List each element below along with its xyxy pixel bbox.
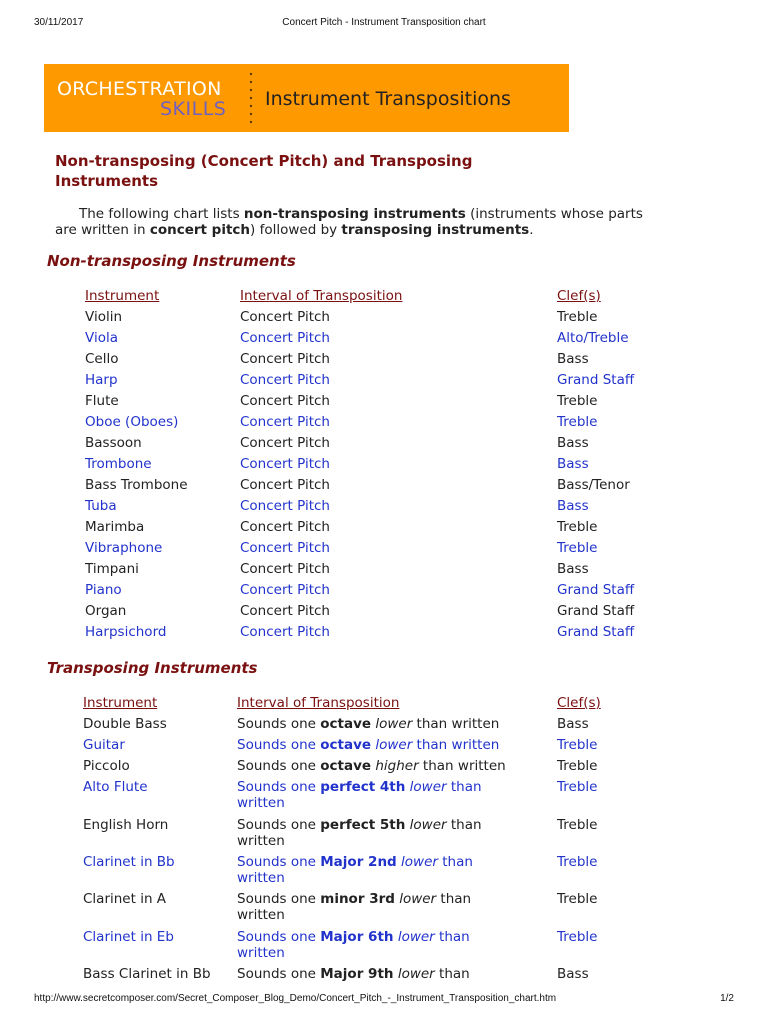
interval-suffix: than written — [237, 891, 472, 923]
cell-interval — [237, 854, 507, 886]
cell-instrument: Guitar — [83, 737, 125, 753]
cell-clef: Bass/Tenor — [557, 477, 630, 493]
cell-interval: Concert Pitch — [240, 372, 330, 388]
interval-amount: Major 6th — [320, 929, 394, 945]
cell-clef: Treble — [557, 414, 598, 430]
cell-instrument: Organ — [85, 603, 127, 619]
cell-interval: Concert Pitch — [240, 309, 330, 325]
cell-interval: Concert Pitch — [240, 456, 330, 472]
cell-interval: Concert Pitch — [240, 540, 330, 556]
interval-amount: minor 3rd — [320, 891, 395, 907]
col-header-clefs: Clef(s) — [557, 695, 601, 711]
cell-interval: Concert Pitch — [240, 603, 330, 619]
interval-prefix: Sounds one — [237, 929, 321, 945]
cell-clef: Alto/Treble — [557, 330, 629, 346]
intro-text: ) followed by — [250, 222, 342, 238]
cell-instrument: Trombone — [85, 456, 152, 472]
print-url: http://www.secretcomposer.com/Secret_Composer_Blog_Demo/Concert_Pitch_-_Instrument_Transposition_chart.htm — [34, 993, 557, 1004]
col-header-interval: Interval of Transposition — [240, 288, 403, 304]
cell-interval — [237, 716, 537, 732]
cell-instrument: Alto Flute — [83, 779, 148, 795]
cell-clef: Treble — [557, 540, 598, 556]
cell-clef: Bass — [557, 561, 589, 577]
cell-instrument: Piccolo — [83, 758, 130, 774]
cell-instrument: Flute — [85, 393, 119, 409]
interval-prefix: Sounds one — [237, 758, 321, 774]
interval-suffix: than written — [418, 758, 506, 774]
cell-clef: Bass — [557, 966, 589, 982]
interval-prefix: Sounds one — [237, 716, 321, 732]
cell-instrument: Marimba — [85, 519, 145, 535]
cell-clef: Treble — [557, 758, 598, 774]
interval-direction: lower — [397, 966, 435, 982]
cell-instrument: Harpsichord — [85, 624, 167, 640]
cell-clef: Bass — [557, 716, 589, 732]
cell-clef: Grand Staff — [557, 624, 635, 640]
col-header-clefs: Clef(s) — [557, 288, 601, 304]
interval-suffix: than written — [237, 929, 470, 961]
banner-skills: SKILLS — [160, 98, 227, 120]
interval-direction: lower — [375, 737, 413, 753]
banner-subtitle: Instrument Transpositions — [265, 88, 511, 110]
cell-instrument: Bassoon — [85, 435, 142, 451]
cell-clef: Treble — [557, 309, 598, 325]
cell-instrument: Harp — [85, 372, 118, 388]
interval-amount: Major 9th — [320, 966, 394, 982]
intro-text: (instruments whose parts are written in — [55, 206, 643, 238]
cell-instrument: Piano — [85, 582, 122, 598]
orchestration-skills-banner[interactable] — [44, 64, 569, 132]
banner-dotted-divider — [249, 70, 253, 128]
intro-text: . — [529, 222, 534, 238]
interval-suffix: than written — [237, 854, 473, 886]
intro-bold-non-transposing: non-transposing instruments — [243, 206, 466, 222]
interval-direction: lower — [399, 891, 437, 907]
cell-interval — [237, 737, 537, 753]
non-transposing-heading: Non-transposing Instruments — [47, 252, 296, 270]
interval-prefix: Sounds one — [237, 779, 321, 795]
interval-direction: higher — [375, 758, 419, 774]
cell-instrument: Clarinet in A — [83, 891, 167, 907]
cell-interval — [237, 817, 507, 849]
cell-interval: Concert Pitch — [240, 351, 330, 367]
cell-clef: Bass — [557, 435, 589, 451]
cell-instrument: Viola — [85, 330, 118, 346]
interval-prefix: Sounds one — [237, 891, 321, 907]
page-title: Non-transposing (Concert Pitch) and Transposing Instruments — [55, 152, 473, 190]
cell-instrument: Bass Trombone — [85, 477, 188, 493]
cell-interval: Concert Pitch — [240, 582, 330, 598]
cell-instrument: Clarinet in Eb — [83, 929, 174, 945]
cell-interval: Concert Pitch — [240, 477, 330, 493]
interval-direction: lower — [409, 817, 447, 833]
cell-clef: Treble — [557, 854, 598, 870]
interval-amount: perfect 4th — [320, 779, 406, 795]
cell-interval: Concert Pitch — [240, 435, 330, 451]
interval-suffix: than written — [237, 779, 482, 811]
cell-instrument: Violin — [85, 309, 123, 325]
cell-clef: Grand Staff — [557, 582, 635, 598]
cell-interval: Concert Pitch — [240, 498, 330, 514]
interval-direction: lower — [397, 929, 435, 945]
interval-prefix: Sounds one — [237, 737, 321, 753]
interval-amount: octave — [320, 758, 372, 774]
col-header-instrument: Instrument — [85, 288, 160, 304]
cell-interval: Concert Pitch — [240, 414, 330, 430]
col-header-interval: Interval of Transposition — [237, 695, 400, 711]
intro-bold-concert-pitch: concert pitch — [149, 222, 251, 238]
cell-clef: Bass — [557, 498, 589, 514]
interval-amount: perfect 5th — [320, 817, 406, 833]
cell-interval — [237, 966, 507, 982]
cell-instrument: Bass Clarinet in Bb — [83, 966, 211, 982]
cell-instrument: Timpani — [85, 561, 139, 577]
cell-instrument: Vibraphone — [85, 540, 163, 556]
cell-interval: Concert Pitch — [240, 624, 330, 640]
transposing-heading: Transposing Instruments — [47, 659, 258, 677]
interval-direction: lower — [401, 854, 438, 870]
cell-interval: Concert Pitch — [240, 561, 330, 577]
cell-clef: Grand Staff — [557, 372, 635, 388]
cell-clef: Bass — [557, 456, 589, 472]
cell-interval — [237, 758, 537, 774]
cell-clef: Treble — [557, 891, 598, 907]
col-header-instrument: Instrument — [83, 695, 158, 711]
cell-interval — [237, 779, 507, 811]
cell-instrument: Clarinet in Bb — [83, 854, 175, 870]
intro-text: The following chart lists — [79, 206, 244, 222]
interval-amount: Major 2nd — [320, 854, 397, 870]
interval-suffix: than written — [412, 737, 500, 753]
interval-prefix: Sounds one — [237, 966, 321, 982]
cell-interval: Concert Pitch — [240, 330, 330, 346]
print-title: Concert Pitch - Instrument Transposition chart — [282, 17, 486, 28]
interval-amount: octave — [320, 716, 372, 732]
cell-clef: Treble — [557, 779, 598, 795]
cell-interval — [237, 929, 507, 961]
interval-direction: lower — [409, 779, 447, 795]
banner-orchestration: ORCHESTRATION — [57, 78, 222, 100]
cell-interval — [237, 891, 507, 923]
cell-instrument: English Horn — [83, 817, 169, 833]
cell-clef: Treble — [557, 817, 598, 833]
interval-suffix: than written — [412, 716, 500, 732]
interval-suffix: than written — [237, 817, 482, 849]
cell-clef: Treble — [557, 519, 598, 535]
cell-clef: Treble — [557, 929, 598, 945]
interval-prefix: Sounds one — [237, 817, 321, 833]
interval-prefix: Sounds one — [237, 854, 321, 870]
cell-instrument: Cello — [85, 351, 119, 367]
interval-suffix: than — [434, 966, 470, 982]
cell-interval: Concert Pitch — [240, 519, 330, 535]
interval-direction: lower — [375, 716, 413, 732]
cell-clef: Bass — [557, 351, 589, 367]
cell-instrument: Oboe (Oboes) — [85, 414, 179, 430]
cell-instrument: Tuba — [85, 498, 117, 514]
cell-interval: Concert Pitch — [240, 393, 330, 409]
interval-amount: octave — [320, 737, 372, 753]
cell-instrument: Double Bass — [83, 716, 167, 732]
intro-paragraph — [55, 206, 655, 238]
print-page-number: 1/2 — [720, 993, 734, 1004]
cell-clef: Treble — [557, 737, 598, 753]
intro-bold-transposing: transposing instruments — [341, 222, 530, 238]
cell-clef: Treble — [557, 393, 598, 409]
cell-clef: Grand Staff — [557, 603, 635, 619]
print-date: 30/11/2017 — [34, 17, 84, 28]
